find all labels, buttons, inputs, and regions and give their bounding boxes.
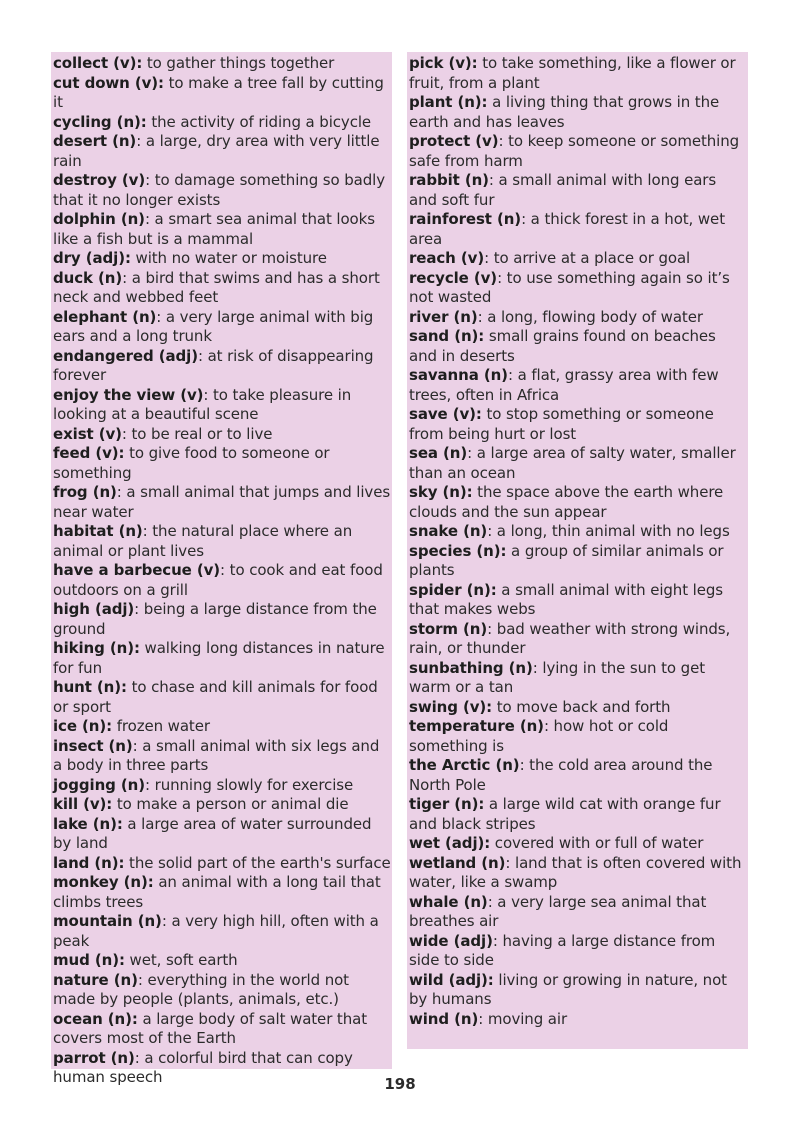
glossary-entry: [409, 93, 748, 132]
glossary-term: snake (n): [409, 522, 488, 540]
glossary-term: dry (adj):: [53, 249, 131, 267]
glossary-term: kill (v):: [53, 795, 113, 813]
glossary-term: mud (n):: [53, 951, 125, 969]
glossary-term: species (n):: [409, 541, 507, 560]
glossary-definition: : land that is often covered with water, like a swamp: [409, 853, 742, 891]
glossary-definition: : lying in the sun to get warm or a tan: [409, 658, 705, 696]
glossary-term: storm (n): [409, 619, 488, 638]
glossary-definition: the solid part of the earth's surface: [124, 853, 391, 872]
glossary-entry: [409, 795, 748, 834]
glossary-entry: [409, 522, 748, 542]
glossary-definition: small grains found on beaches and in deserts: [409, 327, 716, 365]
glossary-definition: : a bird that swims and has a short neck and webbed feet: [53, 268, 380, 306]
glossary-term: collect (v):: [53, 54, 143, 72]
glossary-term: frog (n): [53, 483, 117, 501]
glossary-term: enjoy the view (v): [53, 385, 204, 404]
glossary-term: tiger (n):: [409, 795, 485, 813]
glossary-entry: [409, 132, 748, 171]
glossary-definition: walking long distances in nature for fun: [53, 639, 385, 677]
glossary-definition: the space above the earth where clouds and the sun appear: [409, 483, 724, 521]
glossary-definition: : to use something again so it’s not wasted: [409, 268, 730, 306]
glossary-definition: a large wild cat with orange fur and black stripes: [409, 795, 721, 833]
glossary-term: duck (n): [53, 268, 123, 287]
glossary-term: desert (n): [53, 132, 137, 150]
glossary-entry: [409, 269, 748, 308]
glossary-entry: [53, 132, 392, 171]
glossary-entry: [53, 347, 392, 386]
glossary-term: ice (n):: [53, 717, 113, 735]
glossary-entry: [409, 444, 748, 483]
glossary-definition: : a thick forest in a hot, wet area: [409, 210, 725, 248]
glossary-term: river (n): [409, 307, 478, 326]
glossary-entry: [409, 893, 748, 932]
glossary-entry: [53, 795, 392, 815]
glossary-entry: [53, 483, 392, 522]
glossary-term: hiking (n):: [53, 639, 140, 657]
glossary-entry: [53, 971, 392, 1010]
glossary-term: insect (n): [53, 736, 133, 755]
glossary-term: savanna (n): [409, 366, 508, 384]
glossary-term: wet (adj):: [409, 834, 491, 852]
glossary-definition: : a small animal with six legs and a body in three parts: [53, 736, 380, 774]
glossary-entry: [53, 678, 392, 717]
glossary-entry: [409, 54, 748, 93]
glossary-definition: : to arrive at a place or goal: [484, 249, 691, 267]
glossary-term: temperature (n): [409, 717, 544, 735]
glossary-entry: [409, 932, 748, 971]
glossary-definition: : everything in the world not made by people (plants, animals, etc.): [53, 970, 349, 1008]
glossary-definition: to give food to someone or something: [53, 444, 330, 482]
glossary-definition: to make a person or animal die: [112, 795, 349, 813]
glossary-term: ocean (n):: [53, 1009, 138, 1028]
glossary-entry: [53, 386, 392, 425]
glossary-definition: : running slowly for exercise: [145, 775, 354, 794]
glossary-entry: [53, 425, 392, 445]
glossary-term: lake (n):: [53, 814, 123, 833]
glossary-definition: : the natural place where an animal or plant lives: [53, 522, 353, 560]
glossary-definition: to gather things together: [142, 54, 335, 72]
glossary-term: parrot (n): [53, 1048, 135, 1067]
glossary-definition: to make a tree fall by cutting it: [53, 73, 384, 111]
glossary-definition: to chase and kill animals for food or sport: [53, 678, 378, 716]
glossary-definition: covered with or full of water: [490, 834, 704, 852]
glossary-definition: : a flat, grassy area with few trees, often in Africa: [409, 366, 719, 404]
glossary-entry: [409, 717, 748, 756]
glossary-term: high (adj): [53, 600, 135, 618]
glossary-definition: a large body of salt water that covers most of the Earth: [53, 1009, 367, 1047]
glossary-definition: : a long, flowing body of water: [477, 307, 703, 326]
glossary-term: dolphin (n): [53, 210, 145, 228]
glossary-definition: : having a large distance from side to side: [409, 931, 716, 969]
glossary-term: wide (adj): [409, 931, 493, 950]
glossary-term: reach (v): [409, 249, 485, 267]
glossary-entry: [409, 834, 748, 854]
glossary-entry: [53, 113, 392, 133]
glossary-term: cycling (n):: [53, 112, 147, 131]
glossary-entry: [409, 698, 748, 718]
glossary-definition: : to damage something so badly that it no longer exists: [53, 171, 386, 209]
glossary-term: sea (n): [409, 444, 468, 462]
glossary-entry: [409, 581, 748, 620]
glossary-definition: : the cold area around the North Pole: [409, 756, 713, 794]
glossary-term: nature (n): [53, 970, 138, 989]
glossary-entry: [53, 854, 392, 874]
glossary-term: sunbathing (n): [409, 658, 533, 677]
glossary-definition: to take something, like a flower or fruit, from a plant: [409, 54, 736, 92]
glossary-entry: [409, 854, 748, 893]
glossary-definition: : to take pleasure in looking at a beautiful scene: [53, 385, 352, 423]
glossary-term: pick (v):: [409, 54, 478, 72]
glossary-definition: : a very high hill, often with a peak: [53, 912, 379, 950]
glossary-definition: : at risk of disappearing forever: [53, 346, 374, 384]
glossary-term: sky (n):: [409, 483, 473, 501]
glossary-definition: : a small animal with long ears and soft fur: [409, 171, 717, 209]
glossary-entry: [53, 54, 392, 74]
glossary-definition: a living thing that grows in the earth and has leaves: [409, 93, 720, 131]
glossary-entry: [409, 308, 748, 328]
glossary-definition: to stop something or someone from being hurt or lost: [409, 405, 714, 443]
glossary-entry: [53, 210, 392, 249]
glossary-entry: [409, 756, 748, 795]
glossary-entry: [53, 776, 392, 796]
glossary-entry: [409, 1010, 748, 1030]
glossary-entry: [409, 483, 748, 522]
glossary-definition: a group of similar animals or plants: [409, 541, 724, 579]
glossary-term: the Arctic (n): [409, 756, 520, 774]
glossary-term: spider (n):: [409, 580, 497, 599]
page-number: 198: [384, 1075, 416, 1093]
glossary-term: whale (n): [409, 892, 488, 911]
glossary-definition: : bad weather with strong winds, rain, or thunder: [409, 619, 731, 657]
glossary-entry: [53, 912, 392, 951]
glossary-definition: : how hot or cold something is: [409, 717, 669, 755]
glossary-entry: [53, 737, 392, 776]
glossary-definition: : moving air: [478, 1009, 568, 1028]
glossary-entry: [53, 600, 392, 639]
glossary-entry: [409, 171, 748, 210]
glossary-definition: the activity of riding a bicycle: [146, 112, 372, 131]
glossary-entry: [409, 542, 748, 581]
glossary-definition: to move back and forth: [492, 697, 671, 716]
glossary-entry: [53, 308, 392, 347]
glossary-entry: [53, 951, 392, 971]
glossary-term: jogging (n): [53, 775, 145, 794]
glossary-term: exist (v): [53, 424, 122, 443]
glossary-definition: : a very large sea animal that breathes air: [409, 892, 707, 930]
glossary-entry: [409, 971, 748, 1010]
glossary-definition: a small animal with eight legs that makes webs: [409, 580, 723, 618]
glossary-term: sand (n):: [409, 327, 485, 345]
glossary-definition: : to cook and eat food outdoors on a grill: [53, 561, 383, 599]
glossary-column-right: [407, 52, 748, 1049]
glossary-entry: [409, 210, 748, 249]
glossary-definition: : to be real or to live: [121, 424, 273, 443]
glossary-definition: : a very large animal with big ears and a long trunk: [53, 307, 374, 345]
glossary-term: monkey (n):: [53, 873, 154, 891]
glossary-entry: [53, 171, 392, 210]
glossary-term: recycle (v): [409, 268, 498, 287]
glossary-term: save (v):: [409, 405, 482, 423]
glossary-entry: [53, 639, 392, 678]
glossary-term: hunt (n):: [53, 678, 127, 696]
glossary-entry: [53, 444, 392, 483]
glossary-term: wetland (n): [409, 853, 506, 872]
glossary-term: feed (v):: [53, 444, 125, 462]
glossary-entry: [53, 249, 392, 269]
glossary-entry: [53, 815, 392, 854]
glossary-definition: frozen water: [112, 717, 210, 735]
glossary-column-left: [51, 52, 392, 1086]
glossary-term: protect (v): [409, 132, 499, 150]
glossary-entry: [53, 269, 392, 308]
glossary-definition: : to keep someone or something safe from harm: [409, 132, 740, 170]
glossary-term: have a barbecue (v): [53, 561, 221, 579]
glossary-entry: [53, 1010, 392, 1049]
glossary-term: wind (n): [409, 1009, 479, 1028]
glossary-term: mountain (n): [53, 912, 162, 930]
glossary-entry: [53, 561, 392, 600]
glossary-term: destroy (v): [53, 171, 146, 189]
glossary-definition: living or growing in nature, not by humans: [409, 970, 727, 1008]
glossary-definition: : a small animal that jumps and lives near water: [53, 483, 391, 521]
glossary-definition: with no water or moisture: [130, 249, 327, 267]
glossary-term: elephant (n): [53, 307, 157, 326]
glossary-entry: [53, 522, 392, 561]
glossary-entry: [409, 327, 748, 366]
glossary-entry: [409, 249, 748, 269]
glossary-term: swing (v):: [409, 697, 493, 716]
glossary-term: plant (n):: [409, 93, 488, 111]
glossary-entry: [53, 74, 392, 113]
glossary-definition: an animal with a long tail that climbs trees: [53, 873, 381, 911]
glossary-entry: [409, 405, 748, 444]
glossary-definition: : a large, dry area with very little rain: [53, 132, 380, 170]
glossary-definition: : a colorful bird that can copy human speech: [53, 1048, 353, 1086]
glossary-definition: a large area of water surrounded by land: [53, 814, 372, 852]
glossary-entry: [409, 620, 748, 659]
glossary-term: land (n):: [53, 853, 125, 872]
glossary-definition: : a large area of salty water, smaller than an ocean: [409, 444, 736, 482]
glossary-entry: [53, 717, 392, 737]
glossary-entry: [409, 659, 748, 698]
glossary-definition: : being a large distance from the ground: [53, 600, 377, 638]
glossary-term: wild (adj):: [409, 970, 494, 989]
glossary-entry: [409, 366, 748, 405]
glossary-definition: : a smart sea animal that looks like a fish but is a mammal: [53, 210, 375, 248]
glossary-term: rabbit (n): [409, 171, 489, 189]
glossary-definition: : a long, thin animal with no legs: [487, 522, 730, 540]
glossary-term: rainforest (n): [409, 210, 522, 228]
glossary-term: habitat (n): [53, 522, 143, 540]
glossary-entry: [53, 873, 392, 912]
glossary-term: endangered (adj): [53, 346, 198, 365]
glossary-definition: wet, soft earth: [124, 951, 238, 969]
glossary-term: cut down (v):: [53, 73, 164, 92]
